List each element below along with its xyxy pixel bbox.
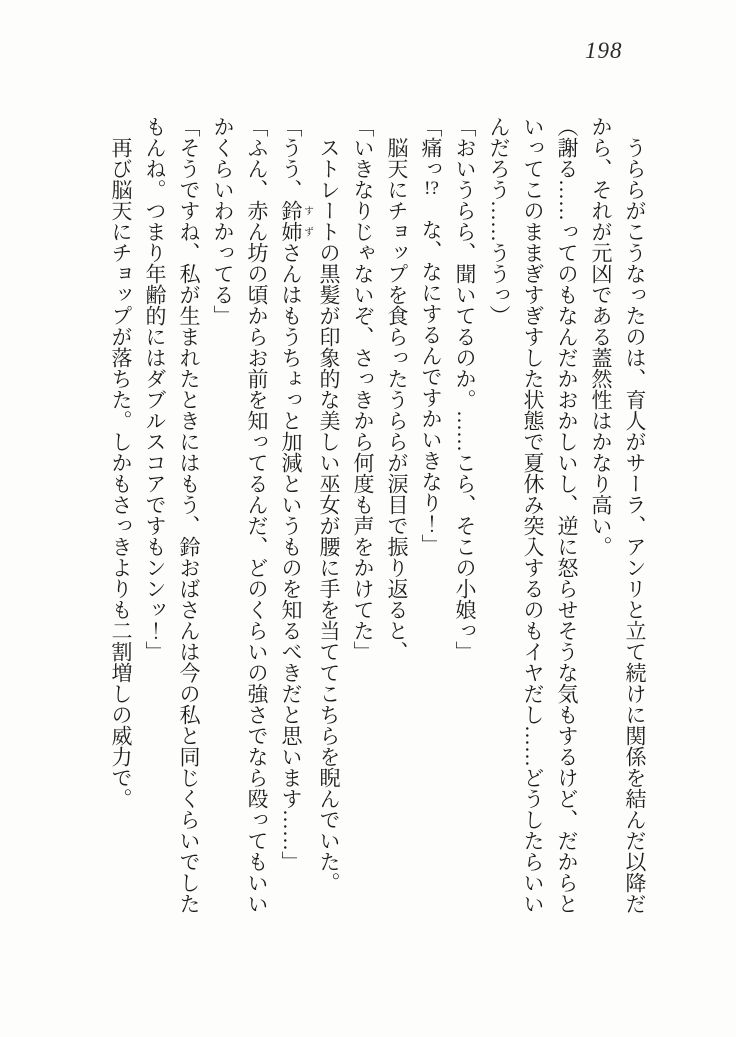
paragraph: 「うう、鈴姉すずさんはもうちょっと加減というものを知るべきだと思います……」 bbox=[279, 116, 313, 872]
tate-chu-yoko: !? bbox=[424, 179, 439, 198]
text-block bbox=[104, 116, 652, 914]
ruby-annotation: 鈴姉すず bbox=[279, 200, 313, 242]
paragraph: 再び脳天にチョップが落ちた。しかもさっきよりも二割増しの威力で。 bbox=[109, 137, 133, 809]
paragraph: 「おいうらら、聞いてるのか。……こら、そこの小娘っ」 bbox=[453, 116, 477, 662]
paragraph: うららがこうなったのは、育人がサーラ、アンリと立て続けに関係を結んだ以降だから、それが元凶である蓋然性はかなり高い。 bbox=[589, 116, 647, 914]
paragraph: 脳天にチョップを食らったうららが涙目で振り返ると、 bbox=[385, 137, 409, 662]
paragraph: （謝る……ってのもなんだかおかしいし、逆に怒らせそうな気もするけど、だからといってこのままぎすぎすした状態で夏休み突入するのもイヤだし……どうしたらいいんだろう……ううっ） bbox=[487, 116, 579, 914]
paragraph: ストレートの黒髪が印象的な美しい巫女が腰に手を当ててこちらを睨んでいた。 bbox=[317, 137, 341, 893]
paragraph: 「痛っ!? な、なにするんですかいきなり！」 bbox=[419, 116, 443, 555]
page-number: 198 bbox=[585, 38, 623, 63]
paragraph: 「いきなりじゃないぞ、さっきから何度も声をかけてた」 bbox=[351, 116, 375, 662]
paragraph: 「ふん、赤ん坊の頃からお前を知ってるんだ、どのくらいの強さでなら殴ってもいいかくらいわかってる」 bbox=[211, 116, 269, 914]
paragraph: 「そうですね、私が生まれたときにはもう、鈴おばさんは今の私と同じくらいでしたもんね。つまり年齢的にはダブルスコアですもンンッ！」 bbox=[143, 116, 201, 914]
